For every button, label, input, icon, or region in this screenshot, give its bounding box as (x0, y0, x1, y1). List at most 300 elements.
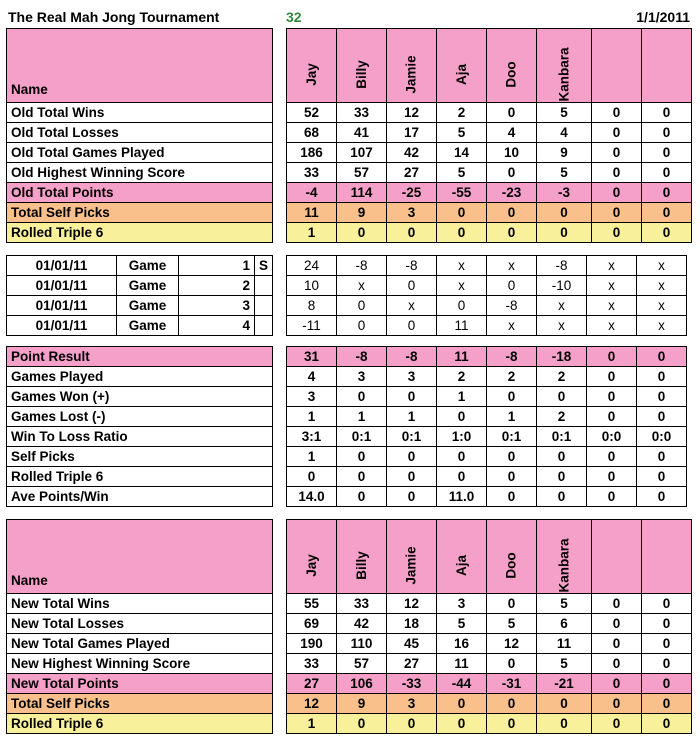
stat-value[interactable]: 16 (437, 634, 487, 654)
column-gap (273, 614, 287, 634)
column-gap (273, 654, 287, 674)
game-label: Game (117, 296, 179, 316)
player-name: Jamie (404, 546, 419, 585)
game-score[interactable]: 10 (287, 276, 337, 296)
game-score[interactable]: -8 (337, 256, 387, 276)
stat-value[interactable]: 0 (592, 694, 642, 714)
stat-value[interactable]: 1 (487, 407, 537, 427)
stat-value[interactable]: 2 (437, 103, 487, 123)
stat-value[interactable]: 57 (337, 654, 387, 674)
stat-value[interactable]: 0 (387, 447, 437, 467)
stat-value[interactable]: 14.0 (287, 487, 337, 507)
stat-value[interactable]: 0 (642, 143, 692, 163)
game-score[interactable]: x (487, 316, 537, 336)
stat-value[interactable]: 0 (642, 634, 692, 654)
self-pick-flag (255, 296, 273, 316)
tournament-title: The Real Mah Jong Tournament (8, 9, 220, 25)
stat-label: Old Total Losses (7, 123, 273, 143)
stat-value[interactable]: 11.0 (437, 487, 487, 507)
stat-value[interactable]: 0:1 (487, 427, 537, 447)
stat-value[interactable]: 33 (287, 163, 337, 183)
stat-value[interactable]: 0 (637, 487, 687, 507)
stat-label: New Total Losses (7, 614, 273, 634)
stat-value[interactable]: 0 (437, 407, 487, 427)
column-gap (273, 714, 287, 734)
stat-label: Games Played (7, 367, 273, 387)
stat-value[interactable]: 0 (637, 347, 687, 367)
game-score[interactable]: x (387, 296, 437, 316)
stat-value[interactable]: 0 (592, 614, 642, 634)
stat-value[interactable]: 27 (287, 674, 337, 694)
stat-value[interactable]: 0 (337, 467, 387, 487)
stat-row (7, 223, 692, 243)
stat-value[interactable]: 0 (642, 654, 692, 674)
stat-label: Old Total Wins (7, 103, 273, 123)
stat-value[interactable]: 3 (387, 367, 437, 387)
player-name: Jamie (404, 55, 419, 94)
stat-row (7, 487, 687, 507)
stat-value[interactable]: 5 (437, 123, 487, 143)
game-row (7, 256, 687, 276)
game-score[interactable]: 0 (487, 276, 537, 296)
stat-value[interactable]: 0 (592, 163, 642, 183)
player-name: Doo (504, 61, 519, 88)
game-score[interactable]: x (337, 276, 387, 296)
stat-value[interactable]: 1 (337, 407, 387, 427)
stat-value[interactable]: -31 (487, 674, 537, 694)
self-pick-flag (255, 276, 273, 296)
stat-value[interactable]: 3 (437, 594, 487, 614)
stat-value[interactable]: 0 (537, 714, 592, 734)
game-label: Game (117, 276, 179, 296)
game-score[interactable]: -8 (537, 256, 587, 276)
stat-value[interactable]: 0 (337, 447, 387, 467)
stat-value[interactable]: 0 (642, 123, 692, 143)
game-score[interactable]: x (637, 276, 687, 296)
stat-value[interactable]: 4 (537, 123, 592, 143)
game-score[interactable]: 0 (337, 316, 387, 336)
stat-value[interactable]: -33 (387, 674, 437, 694)
stat-value[interactable]: 0 (337, 487, 387, 507)
player-header (487, 520, 537, 594)
stat-value[interactable]: 4 (487, 123, 537, 143)
stat-value[interactable]: 0 (287, 467, 337, 487)
stat-value[interactable]: 52 (287, 103, 337, 123)
game-score[interactable]: x (587, 316, 637, 336)
stat-value[interactable]: -8 (337, 347, 387, 367)
stat-value[interactable]: 0 (487, 223, 537, 243)
stat-label: New Highest Winning Score (7, 654, 273, 674)
game-score[interactable]: 24 (287, 256, 337, 276)
stat-value[interactable]: 0 (592, 654, 642, 674)
player-header (537, 29, 592, 103)
stat-value[interactable]: -21 (537, 674, 592, 694)
game-score[interactable]: x (437, 276, 487, 296)
stat-value[interactable]: 0 (387, 467, 437, 487)
stat-value[interactable]: 0 (587, 467, 637, 487)
game-score[interactable]: 0 (387, 316, 437, 336)
stat-value[interactable]: 9 (337, 694, 387, 714)
stat-value[interactable]: 1 (287, 447, 337, 467)
stat-value[interactable]: 42 (387, 143, 437, 163)
stat-value[interactable]: 68 (287, 123, 337, 143)
column-gap (273, 447, 287, 467)
column-gap (273, 143, 287, 163)
stat-value[interactable]: 5 (537, 163, 592, 183)
column-gap (273, 427, 287, 447)
game-score[interactable]: 0 (387, 276, 437, 296)
stat-value[interactable]: 11 (287, 203, 337, 223)
stat-row (7, 694, 692, 714)
stat-value[interactable]: 27 (387, 163, 437, 183)
stat-value[interactable]: -3 (537, 183, 592, 203)
column-gap (273, 203, 287, 223)
game-score[interactable]: -8 (487, 296, 537, 316)
game-number: 3 (179, 296, 255, 316)
stat-value[interactable]: 42 (337, 614, 387, 634)
stat-value[interactable]: 0 (487, 694, 537, 714)
stat-row (7, 183, 692, 203)
stat-value[interactable]: -4 (287, 183, 337, 203)
stat-value[interactable]: 3 (287, 387, 337, 407)
stat-value[interactable]: 2 (487, 367, 537, 387)
player-header (642, 29, 692, 103)
stat-value[interactable]: 14 (437, 143, 487, 163)
stat-value[interactable]: 0:0 (587, 427, 637, 447)
stat-value[interactable]: 0 (592, 183, 642, 203)
game-number: 2 (179, 276, 255, 296)
stat-value[interactable]: 106 (337, 674, 387, 694)
stat-value[interactable]: 0:0 (637, 427, 687, 447)
game-score[interactable]: x (537, 316, 587, 336)
stat-value[interactable]: 0 (537, 203, 592, 223)
stat-value[interactable]: 0 (587, 447, 637, 467)
game-score[interactable]: -10 (537, 276, 587, 296)
stat-value[interactable]: 1 (287, 714, 337, 734)
stat-value[interactable]: 31 (287, 347, 337, 367)
stat-value[interactable]: 1 (287, 407, 337, 427)
stat-row (7, 674, 692, 694)
stat-value[interactable]: 0 (592, 223, 642, 243)
stat-value[interactable]: 9 (337, 203, 387, 223)
stat-row (7, 614, 692, 634)
game-score[interactable]: x (637, 296, 687, 316)
stat-value[interactable]: -44 (437, 674, 487, 694)
column-gap (273, 487, 287, 507)
player-name: Billy (353, 60, 369, 89)
stat-value[interactable]: 0 (537, 467, 587, 487)
column-gap (273, 467, 287, 487)
stat-value[interactable]: 0 (637, 467, 687, 487)
stat-value[interactable]: 10 (487, 143, 537, 163)
stat-value[interactable]: 0 (592, 634, 642, 654)
stat-value[interactable]: 0 (637, 407, 687, 427)
stat-value[interactable]: 0 (487, 594, 537, 614)
stat-value[interactable]: 0 (637, 387, 687, 407)
stat-value[interactable]: 12 (287, 694, 337, 714)
stat-value[interactable]: 2 (537, 367, 587, 387)
stat-value[interactable]: 0 (587, 367, 637, 387)
player-header (387, 520, 437, 594)
stat-value[interactable]: 0 (642, 183, 692, 203)
stat-value[interactable]: 0 (487, 447, 537, 467)
player-header (287, 29, 337, 103)
stat-value[interactable]: 0 (437, 203, 487, 223)
stat-value[interactable]: 5 (437, 614, 487, 634)
stat-value[interactable]: 17 (387, 123, 437, 143)
stat-label: New Total Points (7, 674, 273, 694)
stat-value[interactable]: 11 (437, 654, 487, 674)
stat-row (7, 427, 687, 447)
stat-value[interactable]: 0 (642, 163, 692, 183)
stat-value[interactable]: 0 (437, 714, 487, 734)
stat-value[interactable]: 55 (287, 594, 337, 614)
game-date: 01/01/11 (7, 256, 117, 276)
stat-value[interactable]: 0 (592, 674, 642, 694)
player-name: Aja (453, 63, 469, 86)
column-gap (273, 163, 287, 183)
player-name: Jay (304, 63, 319, 86)
stat-value[interactable]: 27 (387, 654, 437, 674)
stat-label: Old Highest Winning Score (7, 163, 273, 183)
stat-value[interactable]: 0 (337, 387, 387, 407)
stat-label: Rolled Triple 6 (7, 223, 273, 243)
stat-label: Total Self Picks (7, 694, 273, 714)
game-score[interactable]: 0 (337, 296, 387, 316)
stat-value[interactable]: 0 (592, 123, 642, 143)
player-header (437, 520, 487, 594)
stat-value[interactable]: 0 (487, 387, 537, 407)
stat-value[interactable]: 0 (537, 447, 587, 467)
stat-value[interactable]: 0 (537, 387, 587, 407)
player-header-row (7, 520, 692, 594)
stat-value[interactable]: 0 (337, 714, 387, 734)
stat-value[interactable]: 1 (387, 407, 437, 427)
name-header: Name (7, 520, 273, 594)
stat-value[interactable]: 190 (287, 634, 337, 654)
stat-label: Old Total Points (7, 183, 273, 203)
tournament-number: 32 (286, 9, 302, 25)
stat-value[interactable]: 33 (337, 594, 387, 614)
stat-row (7, 714, 692, 734)
game-score[interactable]: x (487, 256, 537, 276)
stat-value[interactable]: 0 (592, 203, 642, 223)
game-score[interactable]: -8 (387, 256, 437, 276)
stat-value[interactable]: 45 (387, 634, 437, 654)
stat-value[interactable]: 0 (587, 347, 637, 367)
player-name: Doo (504, 552, 519, 579)
stat-value[interactable]: -8 (487, 347, 537, 367)
stat-label: Point Result (7, 347, 273, 367)
stat-value[interactable]: 0 (437, 467, 487, 487)
stat-value[interactable]: 2 (537, 407, 587, 427)
column-gap (273, 183, 287, 203)
stat-value[interactable]: 18 (387, 614, 437, 634)
stat-value[interactable]: 0:1 (337, 427, 387, 447)
stat-value[interactable]: 110 (337, 634, 387, 654)
stat-value[interactable]: 0:1 (537, 427, 587, 447)
stat-value[interactable]: 41 (337, 123, 387, 143)
column-gap (273, 347, 287, 367)
stat-label: Rolled Triple 6 (7, 714, 273, 734)
stat-value[interactable]: 186 (287, 143, 337, 163)
stat-value[interactable]: 12 (387, 103, 437, 123)
stat-value[interactable]: 0 (642, 694, 692, 714)
stat-row (7, 447, 687, 467)
stat-value[interactable]: 6 (537, 614, 592, 634)
player-header (337, 520, 387, 594)
stat-value[interactable]: 0 (637, 367, 687, 387)
stat-value[interactable]: 0:1 (387, 427, 437, 447)
stat-value[interactable]: 0 (642, 203, 692, 223)
stat-value[interactable]: 0 (592, 143, 642, 163)
stat-value[interactable]: 0 (642, 674, 692, 694)
player-name: Aja (453, 554, 469, 577)
stat-value[interactable]: 0 (537, 223, 592, 243)
game-label: Game (117, 316, 179, 336)
column-gap (273, 103, 287, 123)
game-score[interactable]: 8 (287, 296, 337, 316)
self-pick-flag (255, 316, 273, 336)
stat-row (7, 143, 692, 163)
stat-value[interactable]: 0 (437, 223, 487, 243)
stat-value[interactable]: 11 (537, 634, 592, 654)
stat-value[interactable]: 0 (642, 594, 692, 614)
stat-value[interactable]: 0 (587, 387, 637, 407)
stat-value[interactable]: 5 (537, 594, 592, 614)
stat-value[interactable]: 2 (437, 367, 487, 387)
stat-value[interactable]: 5 (537, 654, 592, 674)
stat-value[interactable]: 3:1 (287, 427, 337, 447)
stat-row (7, 467, 687, 487)
stat-value[interactable]: 0 (637, 447, 687, 467)
stat-value[interactable]: 1:0 (437, 427, 487, 447)
stat-value[interactable]: 0 (487, 203, 537, 223)
game-score[interactable]: x (587, 276, 637, 296)
stat-label: Ave Points/Win (7, 487, 273, 507)
stat-row (7, 347, 687, 367)
stat-value[interactable]: 0 (337, 223, 387, 243)
stat-row (7, 367, 687, 387)
stat-value[interactable]: 0 (387, 487, 437, 507)
player-header (592, 29, 642, 103)
name-header: Name (7, 29, 273, 103)
game-score[interactable]: x (437, 256, 487, 276)
column-gap (273, 594, 287, 614)
stat-value[interactable]: 0 (437, 694, 487, 714)
player-header (592, 520, 642, 594)
game-score[interactable]: 0 (437, 296, 487, 316)
old-totals-table (6, 28, 692, 243)
stat-value[interactable]: 0 (537, 694, 592, 714)
stat-value[interactable]: 5 (537, 103, 592, 123)
stat-value[interactable]: -8 (387, 347, 437, 367)
game-score[interactable]: x (587, 256, 637, 276)
stat-value[interactable]: 0 (487, 103, 537, 123)
stat-value[interactable]: 1 (437, 387, 487, 407)
stat-value[interactable]: 0 (437, 447, 487, 467)
game-score[interactable]: x (537, 296, 587, 316)
stat-value[interactable]: 57 (337, 163, 387, 183)
column-gap (273, 407, 287, 427)
column-gap (273, 367, 287, 387)
stat-value[interactable]: 0 (487, 654, 537, 674)
stat-value[interactable]: 69 (287, 614, 337, 634)
stat-value[interactable]: 0 (592, 103, 642, 123)
game-score[interactable]: x (637, 316, 687, 336)
game-date: 01/01/11 (7, 276, 117, 296)
stat-value[interactable]: 1 (287, 223, 337, 243)
stat-value[interactable]: -25 (387, 183, 437, 203)
stat-value[interactable]: 33 (337, 103, 387, 123)
stat-value[interactable]: 0 (537, 487, 587, 507)
stat-label: Games Won (+) (7, 387, 273, 407)
stat-value[interactable]: 12 (387, 594, 437, 614)
stat-value[interactable]: 33 (287, 654, 337, 674)
game-score[interactable]: x (637, 256, 687, 276)
stat-label: New Total Games Played (7, 634, 273, 654)
stat-value[interactable]: 9 (537, 143, 592, 163)
player-name: Kanbara (556, 538, 572, 593)
game-score[interactable]: 11 (437, 316, 487, 336)
column-gap (273, 674, 287, 694)
column-gap (273, 387, 287, 407)
stat-value[interactable]: 0 (387, 714, 437, 734)
stat-value[interactable]: 0 (387, 223, 437, 243)
stat-value[interactable]: 107 (337, 143, 387, 163)
sheet-header (0, 0, 700, 28)
game-score[interactable]: x (587, 296, 637, 316)
stat-row (7, 387, 687, 407)
stat-value[interactable]: 0 (592, 714, 642, 734)
stat-value[interactable]: -18 (537, 347, 587, 367)
stat-value[interactable]: 3 (387, 203, 437, 223)
stat-value[interactable]: 0 (587, 407, 637, 427)
stat-value[interactable]: 5 (437, 163, 487, 183)
game-number: 4 (179, 316, 255, 336)
stat-value[interactable]: 0 (642, 714, 692, 734)
stat-value[interactable]: 0 (642, 223, 692, 243)
stat-value[interactable]: 0 (587, 487, 637, 507)
stat-label: Total Self Picks (7, 203, 273, 223)
stat-value[interactable]: 0 (487, 467, 537, 487)
stat-value[interactable]: 0 (487, 163, 537, 183)
stat-value[interactable]: 4 (287, 367, 337, 387)
stat-value[interactable]: 12 (487, 634, 537, 654)
stat-value[interactable]: 0 (592, 594, 642, 614)
stat-value[interactable]: 3 (387, 694, 437, 714)
stat-value[interactable]: -23 (487, 183, 537, 203)
stat-value[interactable]: 11 (437, 347, 487, 367)
stat-value[interactable]: 0 (642, 614, 692, 634)
stat-value[interactable]: 0 (487, 487, 537, 507)
stat-value[interactable]: 114 (337, 183, 387, 203)
stat-value[interactable]: -55 (437, 183, 487, 203)
game-row (7, 316, 687, 336)
game-number: 1 (179, 256, 255, 276)
game-score[interactable]: -11 (287, 316, 337, 336)
tournament-date: 1/1/2011 (636, 9, 690, 25)
stat-value[interactable]: 3 (337, 367, 387, 387)
stat-value[interactable]: 0 (487, 714, 537, 734)
player-header-row (7, 29, 692, 103)
stat-value[interactable]: 0 (387, 387, 437, 407)
column-gap (273, 316, 287, 336)
stat-value[interactable]: 5 (487, 614, 537, 634)
stat-value[interactable]: 0 (642, 103, 692, 123)
player-header (537, 520, 592, 594)
column-gap (273, 296, 287, 316)
